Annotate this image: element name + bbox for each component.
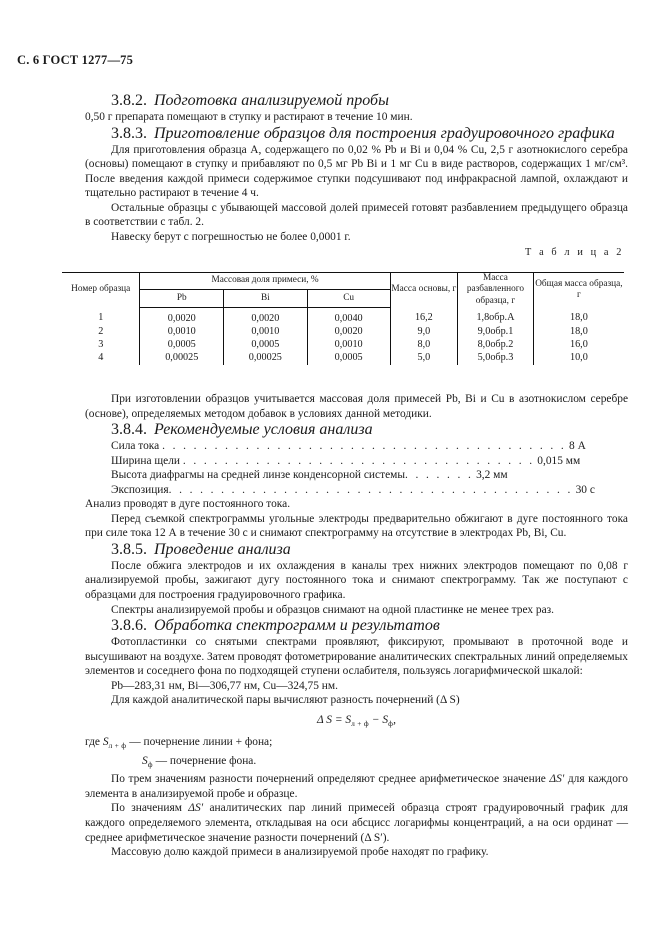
condition-value: 0,015 мм <box>537 454 581 467</box>
section-above-table <box>85 92 628 244</box>
cell-total-mass: 16,0 <box>533 338 624 351</box>
cell-sample-number: 4 <box>98 352 104 363</box>
condition-label: Высота диафрагмы на средней линзе конденсорной системы <box>111 469 405 482</box>
th-bi: Bi <box>224 290 308 307</box>
th-diluted-mass: Масса разбавленного образца, г <box>458 273 534 308</box>
formula-term-2-subscript: ф <box>388 718 394 728</box>
where-definition-2: — почернение фона. <box>155 754 257 767</box>
clause-3-8-5-paragraph-2: Спектры анализируемой пробы и образцов снимают на одной пластинке не менее трех раз. <box>111 603 555 616</box>
clause-3-8-5-heading <box>85 541 628 559</box>
clause-3-8-4-title: Рекомендуемые условия анализа <box>154 421 373 439</box>
cell-base-mass: 16,2 <box>390 307 457 325</box>
cell-cu: 0,0040 <box>307 307 390 325</box>
paragraph-3-symbol: ΔS′ <box>549 773 565 786</box>
paragraph-4-part-a: По значениям <box>111 802 189 815</box>
cell-bi: 0,0010 <box>224 325 308 338</box>
cell-bi: 0,0020 <box>224 307 308 325</box>
table-caption: Т а б л и ц а 2 <box>525 247 624 258</box>
cell-bi: 0,00025 <box>224 352 308 365</box>
clause-3-8-6-heading <box>85 617 628 635</box>
cell-total-mass: 18,0 <box>533 307 624 325</box>
leader-dots: . . . . . . . . . . . . . . . . . . . . . . . . . . . . . . . . . . <box>182 454 535 467</box>
clause-3-8-6-paragraph-4 <box>85 801 628 845</box>
cell-diluted-mass: 9,0обр.1 <box>458 325 534 338</box>
formula-trailing-comma: , <box>393 713 397 726</box>
clause-3-8-4-note-1: Анализ проводят в дуге постоянного тока. <box>85 498 291 511</box>
condition-exposure <box>85 483 628 498</box>
table-2-body <box>62 307 624 364</box>
cell-total-mass: 18,0 <box>533 325 624 338</box>
formula-delta-s <box>85 708 628 736</box>
leader-dots: . . . . . . . <box>404 469 474 482</box>
leader-dots: . . . . . . . . . . . . . . . . . . . . . . . . . . . . . . . . . . . . . . . <box>168 483 573 496</box>
where-definition-1: — почернение линии + фона; <box>129 736 273 749</box>
clause-3-8-5-number: 3.8.5. <box>111 540 147 558</box>
condition-slit-width <box>85 454 628 469</box>
where-symbol-2-base: S <box>142 754 148 767</box>
cell-cu: 0,0010 <box>307 338 390 351</box>
clause-3-8-6-wavelengths: Pb—283,31 нм, Bi—306,77 нм, Cu—324,75 нм. <box>111 679 338 692</box>
leader-dots: . . . . . . . . . . . . . . . . . . . . . . . . . . . . . . . . . . . . . . . <box>162 440 567 453</box>
cell-cu: 0,0005 <box>307 352 390 365</box>
formula-minus: − <box>371 713 380 726</box>
cell-sample-number: 1 <box>98 312 104 324</box>
clause-3-8-6-paragraph-5: Массовую долю каждой примеси в анализируемой пробе находят по графику. <box>111 846 489 859</box>
clause-3-8-5-paragraph-1: После обжига электродов и их охлаждения в каналы трех нижних электродов помещают по 0,08 г анализируемой пробы, зажигают дугу постоянного тока и снимают спектрограмму. Так же поступают с образцами для построения градуировочного графика. <box>85 559 628 602</box>
cell-pb: 0,00025 <box>140 352 224 365</box>
th-mass-fraction-group: Массовая доля примеси, % <box>140 273 390 290</box>
formula-where-line-1 <box>85 735 628 754</box>
formula-equals: = <box>334 713 343 726</box>
table-2 <box>62 272 624 365</box>
clause-3-8-3-paragraph-2: Остальные образцы с убывающей массовой долей примесей готовят разбавлением предыдущего образца в соответствии с табл. 2. <box>85 201 628 229</box>
where-symbol-2-subscript: ф <box>147 759 153 769</box>
condition-label: Сила тока <box>111 440 160 453</box>
cell-bi: 0,0005 <box>224 338 308 351</box>
table-row <box>62 325 624 338</box>
clause-3-8-5-title: Проведение анализа <box>154 540 291 558</box>
clause-3-8-3-title: Приготовление образцов для построения градуировочного графика <box>154 124 615 142</box>
table-row <box>62 338 624 351</box>
clause-3-8-6-paragraph-2: Для каждой аналитической пары вычисляют разность почернений (Δ S) <box>111 694 460 707</box>
paragraph-4-part-c: аналитических пар линий примесей образца строят градуировочный график для каждого определяемого элемента, откладывая на оси абсцисс логарифмы концентраций, а на оси ординат — среднее арифметическое значение разности почернений (Δ S′). <box>85 802 628 844</box>
th-base-mass: Масса основы, г <box>390 273 457 308</box>
clause-3-8-6-paragraph-1: Фотопластинки со снятыми спектрами проявляют, фиксируют, промывают в проточной воде и высушивают на воздухе. Затем проводят фотометрирование аналитических спектральных линий определяемых элементов и соседнего фона по подходящей ступени ослабителя, пользуясь логарифмической шкалой: <box>85 636 628 678</box>
table-row <box>62 352 624 365</box>
paragraph-3-part-a: По трем значениям разности почернений определяют среднее арифметическое значение <box>111 773 550 786</box>
cell-base-mass: 9,0 <box>390 325 457 338</box>
cell-sample-number: 2 <box>98 325 104 337</box>
cell-sample-number: 3 <box>98 338 104 350</box>
th-pb: Pb <box>140 290 224 307</box>
clause-3-8-4-heading <box>85 421 628 439</box>
cell-base-mass: 5,0 <box>390 352 457 365</box>
clause-3-8-4-number: 3.8.4. <box>111 421 147 439</box>
formula-term-1-subscript: л + ф <box>351 718 369 728</box>
clause-3-8-3-number: 3.8.3. <box>111 124 147 142</box>
clause-3-8-2-title: Подготовка анализируемой пробы <box>154 92 389 109</box>
table-2-head <box>62 273 624 308</box>
cell-diluted-mass: 1,8обр.А <box>458 307 534 325</box>
clause-3-8-3-paragraph-3: Навеску берут с погрешностью не более 0,0001 г. <box>111 230 351 243</box>
table-row <box>62 307 624 325</box>
where-symbol-1-subscript: л + ф <box>108 741 127 751</box>
formula-lhs: Δ S <box>316 713 332 726</box>
cell-pb: 0,0020 <box>140 307 224 325</box>
formula-term-1-base: S <box>345 713 352 726</box>
table-2-head-row-1 <box>62 273 624 290</box>
cell-diluted-mass: 8,0обр.2 <box>458 338 534 351</box>
condition-label: Ширина щели <box>111 454 180 467</box>
th-total-mass: Общая масса образца, г <box>533 273 624 308</box>
cell-base-mass: 8,0 <box>390 338 457 351</box>
where-symbol-1-base: S <box>102 736 109 749</box>
section-below-table <box>85 392 628 860</box>
clause-3-8-6-title: Обработка спектрограмм и результатов <box>154 617 440 635</box>
paragraph-after-table: При изготовлении образцов учитывается массовая доля примесей Pb, Bi и Cu в азотнокислом серебре (основе), определяемых методом добавок в условиях данной методики. <box>85 393 628 420</box>
clause-3-8-3-paragraph-1: Для приготовления образца А, содержащего по 0,02 % Pb и Bi и 0,04 % Cu, 2,5 г азотнокислого серебра (основы) помещают в ступку и прибавляют по 0,5 мг Pb Bi и 1 мг Cu в виде растворов, содержащих 1 мг/см³. После введения каждой примеси содержимое ступки подсушивают под инфракрасной лампой, охлаждают и тщательно растирают в течение 4 ч. <box>85 143 628 200</box>
condition-value: 30 с <box>575 483 595 496</box>
running-head: С. 6 ГОСТ 1277—75 <box>17 53 134 67</box>
clause-3-8-6-number: 3.8.6. <box>111 617 147 635</box>
paragraph-4-symbol: ΔS′ <box>188 802 204 815</box>
clause-3-8-3-heading <box>85 125 628 143</box>
condition-diaphragm-height <box>85 468 628 483</box>
where-keyword: где <box>85 736 100 749</box>
clause-3-8-2-number: 3.8.2. <box>111 92 147 109</box>
cell-total-mass: 10,0 <box>533 352 624 365</box>
clause-3-8-2-heading <box>85 92 628 110</box>
cell-cu: 0,0020 <box>307 325 390 338</box>
formula-term-2-base: S <box>382 713 389 726</box>
th-cu: Cu <box>307 290 390 307</box>
th-sample-number: Номер образца <box>62 273 140 308</box>
formula-where-line-2 <box>85 754 628 773</box>
cell-diluted-mass: 5,0обр.3 <box>458 352 534 365</box>
condition-value: 8 А <box>569 440 586 453</box>
clause-3-8-4-note-2: Перед съемкой спектрограммы угольные электроды предварительно обжигают в дуге постоянного тока при силе тока 12 А в течение 30 с и снимают спектрограмму на отсутствие в электродах Pb, Bi, Cu. <box>85 512 628 540</box>
condition-current <box>85 439 628 454</box>
cell-pb: 0,0005 <box>140 338 224 351</box>
cell-pb: 0,0010 <box>140 325 224 338</box>
condition-label: Экспозиция <box>111 483 169 496</box>
clause-3-8-2-text: 0,50 г препарата помещают в ступку и растирают в течение 10 мин. <box>85 111 413 123</box>
clause-3-8-6-paragraph-3 <box>85 772 628 801</box>
condition-value: 3,2 мм <box>476 469 508 482</box>
paragraph-3-part-c: для каждого элемента в анализируемой пробе и образце. <box>85 773 628 800</box>
